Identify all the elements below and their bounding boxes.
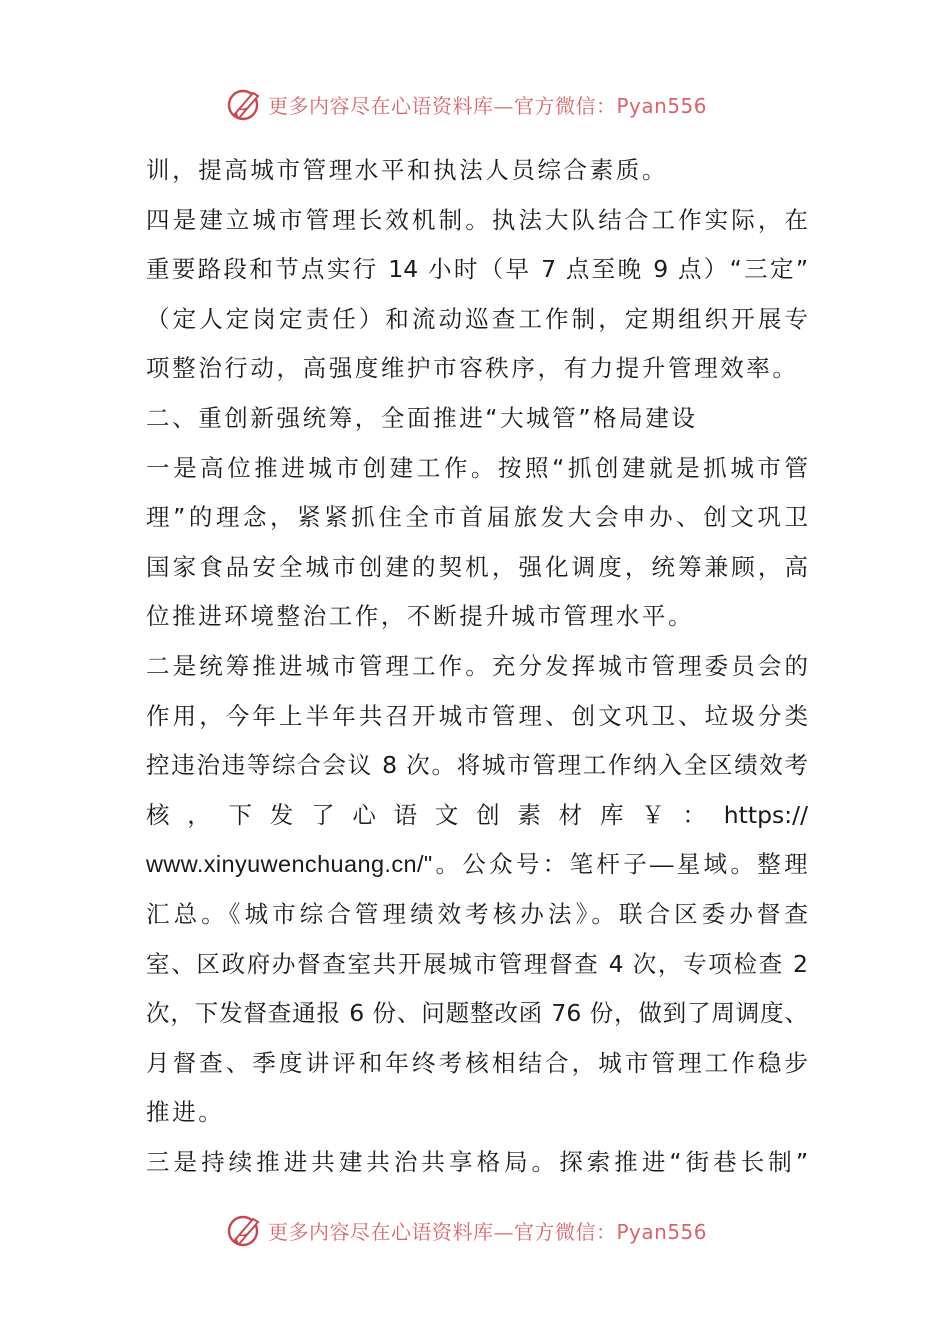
paragraph-line: 三是持续推进共建共治共享格局。探索推进“街巷长制” bbox=[146, 1147, 808, 1176]
paragraph-line: 控违治违等综合会议 8 次。将城市管理工作纳入全区绩效考 bbox=[146, 751, 808, 780]
banner-wechat-id: Pyan556 bbox=[616, 93, 708, 118]
banner-text bbox=[268, 1216, 707, 1245]
paragraph-line: 一是高位推进城市创建工作。按照“抓创建就是抓城市管 bbox=[146, 453, 808, 482]
section-heading: 二、重创新强统筹，全面推进“大城管”格局建设 bbox=[146, 403, 698, 432]
paragraph-line: 四是建立城市管理长效机制。执法大队结合工作实际，在 bbox=[146, 205, 808, 234]
paragraph-line: 理”的理念，紧紧抓住全市首届旅发大会申办、创文巩卫 bbox=[146, 503, 808, 532]
banner-official-label: 官方微信： bbox=[514, 1219, 617, 1244]
paragraph-line: 推进。 bbox=[146, 1098, 225, 1127]
paragraph-line: 次，下发督查通报 6 份、问题整改函 76 份，做到了周调度、 bbox=[146, 999, 808, 1028]
banner-text bbox=[268, 90, 707, 119]
banner-wechat-id: Pyan556 bbox=[616, 1219, 708, 1244]
banner-title: 更多内容尽在心语资料库 bbox=[268, 93, 494, 118]
paragraph-line: 核 ， 下 发 了 心 语 文 创 素 材 库 ￥ ： https:// bbox=[146, 800, 808, 829]
footer-banner bbox=[226, 1208, 707, 1252]
paragraph-line: 二是统筹推进城市管理工作。充分发挥城市管理委员会的 bbox=[146, 651, 808, 680]
paragraph-line: （定人定岗定责任）和流动巡查工作制，定期组织开展专 bbox=[146, 304, 808, 333]
banner-separator: — bbox=[493, 1219, 514, 1244]
document-body bbox=[146, 146, 808, 1187]
header-banner bbox=[226, 82, 707, 126]
paragraph-line: 项整治行动，高强度维护市容秩序，有力提升管理效率。 bbox=[146, 354, 799, 383]
banner-title: 更多内容尽在心语资料库 bbox=[268, 1219, 494, 1244]
paragraph-line: 国家食品安全城市创建的契机，强化调度，统筹兼顾，高 bbox=[146, 552, 808, 581]
banner-official-label: 官方微信： bbox=[514, 93, 617, 118]
paragraph-line: 月督查、季度讲评和年终考核相结合，城市管理工作稳步 bbox=[146, 1048, 808, 1077]
paragraph-line: 重要路段和节点实行 14 小时（早 7 点至晚 9 点）“三定” bbox=[146, 255, 808, 284]
pen-logo-icon bbox=[226, 85, 264, 123]
banner-separator: — bbox=[493, 93, 514, 118]
pen-logo-icon bbox=[226, 1211, 264, 1249]
paragraph-line: 位推进环境整治工作，不断提升城市管理水平。 bbox=[146, 602, 695, 631]
paragraph-line: 训，提高城市管理水平和执法人员综合素质。 bbox=[146, 156, 668, 184]
paragraph-line: 作用，今年上半年共召开城市管理、创文巩卫、垃圾分类 bbox=[146, 701, 808, 730]
paragraph-line: www.xinyuwenchuang.cn/"。公众号：笔杆子—星域。整理 bbox=[146, 851, 808, 878]
paragraph-line: 汇总。《城市综合管理绩效考核办法》。联合区委办督查 bbox=[146, 899, 808, 928]
paragraph-line: 室、区政府办督查室共开展城市管理督查 4 次，专项检查 2 bbox=[146, 949, 808, 978]
